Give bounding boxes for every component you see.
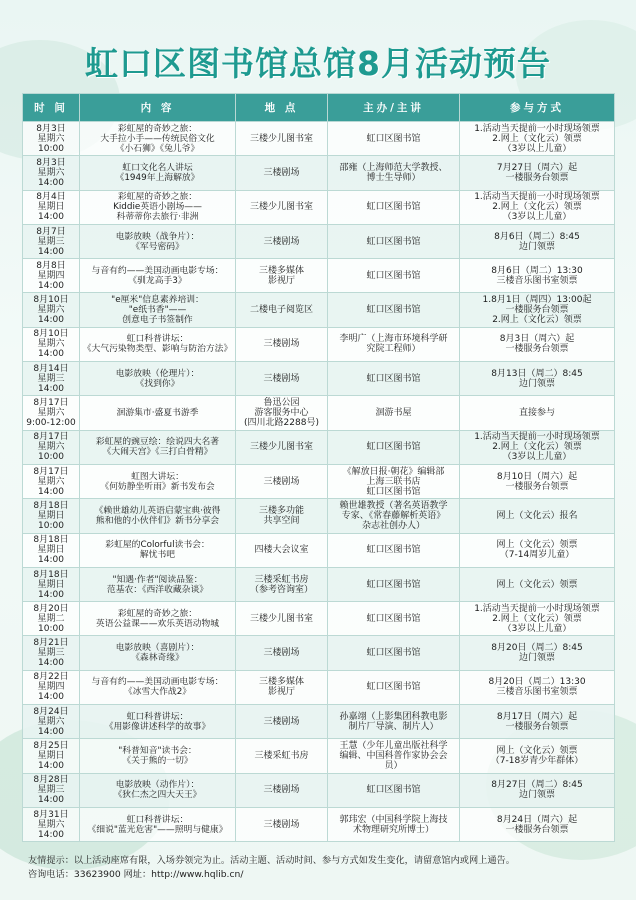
host-cell: 虹口区图书馆	[328, 122, 460, 156]
place-cell: 三楼剧场	[236, 464, 328, 498]
participation-cell: 8月6日（周二）13:30 三楼音乐图书室领票	[460, 259, 615, 293]
table-row	[23, 259, 615, 293]
content-cell: 虹口文化名人讲坛 《1949年上海解放》	[80, 156, 236, 190]
schedule-table	[22, 93, 615, 842]
host-cell: 虹口区图书馆	[328, 362, 460, 396]
time-cell: 8月18日 星期日 14:00	[23, 533, 80, 567]
participation-cell: 1.活动当天提前一小时现场领票 2.网上（文化云）领票 （3岁以上儿童）	[460, 602, 615, 636]
table-row	[23, 430, 615, 464]
content-cell: 彩虹屋的Colorful读书会： 解忧书吧	[80, 533, 236, 567]
host-cell: 邵雍（上海师范大学教授、 博士生导师）	[328, 156, 460, 190]
table-row	[23, 362, 615, 396]
header-content: 内 容	[80, 94, 236, 122]
participation-cell: 8月13日（周二）8:45 边门领票	[460, 362, 615, 396]
time-cell: 8月10日 星期六 14:00	[23, 293, 80, 327]
place-cell: 三楼剧场	[236, 327, 328, 361]
content-cell: 与音有约——美国动画电影专场： 《冰雪大作战2》	[80, 670, 236, 704]
table-row	[23, 705, 615, 739]
participation-cell: 网上（文化云）领票	[460, 567, 615, 601]
participation-cell: 网上（文化云）领票 （7-18岁青少年群体）	[460, 739, 615, 773]
participation-cell: 8月27日（周二）8:45 边门领票	[460, 773, 615, 807]
participation-cell: 8月10日（周六）起 一楼服务台领票	[460, 464, 615, 498]
place-cell: 三楼剧场	[236, 224, 328, 258]
host-cell: 李明广（上海市环境科学研 究院工程师）	[328, 327, 460, 361]
time-cell: 8月31日 星期六 14:00	[23, 807, 80, 841]
content-cell: 《赖世雄幼儿英语启蒙宝典·彼得 熊和他的小伙伴们》新书分享会	[80, 499, 236, 533]
time-cell: 8月22日 星期四 14:00	[23, 670, 80, 704]
time-cell: 8月17日 星期六 14:00	[23, 464, 80, 498]
content-cell: 虹口科普讲坛： 《细说"蓝光危害"——照明与健康》	[80, 807, 236, 841]
footer-notice: 友情提示：以上活动座席有限，入场券领完为止。活动主题、活动时间、参与方式如发生变化，请留意馆内或网上通告。	[28, 855, 515, 866]
time-cell: 8月21日 星期三 14:00	[23, 636, 80, 670]
place-cell: 三楼剧场	[236, 807, 328, 841]
time-cell: 8月17日 星期六 9:00-12:00	[23, 396, 80, 430]
participation-cell: 8月17日（周六）起 一楼服务台领票	[460, 705, 615, 739]
place-cell: 三楼剧场	[236, 705, 328, 739]
content-cell: 与音有约——美国动画电影专场： 《驯龙高手3》	[80, 259, 236, 293]
participation-cell: 1.活动当天提前一小时现场领票 2.网上（文化云）领票 （3岁以上儿童）	[460, 122, 615, 156]
time-cell: 8月3日 星期六 14:00	[23, 156, 80, 190]
header-participation: 参与方式	[460, 94, 615, 122]
content-cell: 电影放映（伦理片）： 《找到你》	[80, 362, 236, 396]
host-cell: 洄游书屋	[328, 396, 460, 430]
footer-note	[28, 854, 618, 882]
place-cell: 三楼多功能 共享空间	[236, 499, 328, 533]
table-row	[23, 636, 615, 670]
place-cell: 鲁迅公园 游客服务中心 (四川北路2288号)	[236, 396, 328, 430]
content-cell: 电影放映（动作片）： 《狄仁杰之四大天王》	[80, 773, 236, 807]
host-cell: 赖世雄教授（著名英语教学 专家、《常春藤解析英语》 杂志社创办人）	[328, 499, 460, 533]
host-cell: 虹口区图书馆	[328, 430, 460, 464]
table-row	[23, 499, 615, 533]
table-row	[23, 190, 615, 224]
table-row	[23, 567, 615, 601]
content-cell: 电影放映（喜剧片）： 《森林奇缘》	[80, 636, 236, 670]
time-cell: 8月10日 星期六 14:00	[23, 327, 80, 361]
participation-cell: 8月6日（周二）8:45 边门领票	[460, 224, 615, 258]
time-cell: 8月7日 星期三 14:00	[23, 224, 80, 258]
table-row	[23, 396, 615, 430]
place-cell: 三楼剧场	[236, 773, 328, 807]
table-row	[23, 156, 615, 190]
content-cell: "科普知音"读书会： 《关于熊的一切》	[80, 739, 236, 773]
time-cell: 8月18日 星期日 14:00	[23, 567, 80, 601]
place-cell: 三楼少儿图书室	[236, 430, 328, 464]
table-row	[23, 602, 615, 636]
participation-cell: 7月27日（周六）起 一楼服务台领票	[460, 156, 615, 190]
participation-cell: 网上（文化云）报名	[460, 499, 615, 533]
table-row	[23, 739, 615, 773]
place-cell: 三楼采虹书房	[236, 739, 328, 773]
table-row	[23, 670, 615, 704]
host-cell: 虹口区图书馆	[328, 190, 460, 224]
host-cell: 虹口区图书馆	[328, 259, 460, 293]
content-cell: 洄游集市·盛夏书游季	[80, 396, 236, 430]
content-cell: 虹口科普讲坛： 《大气污染物类型、影响与防治方法》	[80, 327, 236, 361]
host-cell: 孙嘉翊（上影集团科教电影 制片厂导演、制片人）	[328, 705, 460, 739]
time-cell: 8月3日 星期六 10:00	[23, 122, 80, 156]
host-cell: 虹口区图书馆	[328, 602, 460, 636]
content-cell: "知遇·作者"阅读品鉴： 范基农：《西洋收藏杂谈》	[80, 567, 236, 601]
table-header-row	[23, 94, 615, 122]
participation-cell: 8月3日（周六）起 一楼服务台领票	[460, 327, 615, 361]
table-row	[23, 122, 615, 156]
table-row	[23, 773, 615, 807]
place-cell: 三楼少儿图书室	[236, 602, 328, 636]
content-cell: 电影放映（战争片）： 《军号密码》	[80, 224, 236, 258]
time-cell: 8月28日 星期三 14:00	[23, 773, 80, 807]
participation-cell: 1.活动当天提前一小时现场领票 2.网上（文化云）领票 （3岁以上儿童）	[460, 190, 615, 224]
footer-contact: 咨询电话：33623900 网址：http://www.hqlib.cn/	[28, 869, 244, 880]
time-cell: 8月8日 星期四 14:00	[23, 259, 80, 293]
header-host: 主办/主讲	[328, 94, 460, 122]
time-cell: 8月14日 星期三 14:00	[23, 362, 80, 396]
header-time: 时 间	[23, 94, 80, 122]
place-cell: 二楼电子阅览区	[236, 293, 328, 327]
page-title: 虹口区图书馆总馆8月活动预告	[85, 44, 551, 83]
participation-cell: 8月20日（周二）8:45 边门领票	[460, 636, 615, 670]
place-cell: 三楼剧场	[236, 362, 328, 396]
participation-cell: 8月20日（周二）13:30 三楼音乐图书室领票	[460, 670, 615, 704]
time-cell: 8月20日 星期二 10:00	[23, 602, 80, 636]
host-cell: 虹口区图书馆	[328, 636, 460, 670]
table-row	[23, 224, 615, 258]
time-cell: 8月17日 星期六 10:00	[23, 430, 80, 464]
header-place: 地 点	[236, 94, 328, 122]
content-cell: 彩虹屋的奇妙之旅： 大手拉小手——传统民俗文化 《小石狮》《兔儿爷》	[80, 122, 236, 156]
place-cell: 三楼多媒体 影视厅	[236, 670, 328, 704]
host-cell: 虹口区图书馆	[328, 224, 460, 258]
host-cell: 王慧（少年儿童出版社科学 编辑、中国科普作家协会会 员）	[328, 739, 460, 773]
host-cell: 虹口区图书馆	[328, 533, 460, 567]
table-row	[23, 293, 615, 327]
host-cell: 虹口区图书馆	[328, 567, 460, 601]
content-cell: 虹口科普讲坛： 《用影像讲述科学的故事》	[80, 705, 236, 739]
host-cell: 《解放日报·朝花》编辑部 上海三联书店 虹口区图书馆	[328, 464, 460, 498]
content-cell: 彩虹屋的奇妙之旅： 英语公益课——欢乐英语动物城	[80, 602, 236, 636]
place-cell: 四楼大会议室	[236, 533, 328, 567]
host-cell: 郭玮宏（中国科学院上海技 术物理研究所博士）	[328, 807, 460, 841]
content-cell: 虹图大讲坛： 《何妨静坐听雨》新书发布会	[80, 464, 236, 498]
participation-cell: 1.8月1日（周四）13:00起 一楼服务台领票 2.网上（文化云）领票	[460, 293, 615, 327]
content-cell: 彩虹屋的豌豆绘：绘说四大名著 《大闹天宫》《三打白骨精》	[80, 430, 236, 464]
time-cell: 8月4日 星期日 14:00	[23, 190, 80, 224]
participation-cell: 8月24日（周六）起 一楼服务台领票	[460, 807, 615, 841]
place-cell: 三楼采虹书房 （参考咨询室）	[236, 567, 328, 601]
time-cell: 8月24日 星期六 14:00	[23, 705, 80, 739]
host-cell: 虹口区图书馆	[328, 670, 460, 704]
participation-cell: 网上（文化云）领票 （7-14周岁儿童）	[460, 533, 615, 567]
host-cell: 虹口区图书馆	[328, 773, 460, 807]
time-cell: 8月25日 星期日 14:00	[23, 739, 80, 773]
participation-cell: 直接参与	[460, 396, 615, 430]
table-row	[23, 464, 615, 498]
place-cell: 三楼剧场	[236, 636, 328, 670]
content-cell: "e厘米"信息素养培训： "e纸书香"—— 创意电子书签制作	[80, 293, 236, 327]
place-cell: 三楼多媒体 影视厅	[236, 259, 328, 293]
place-cell: 三楼剧场	[236, 156, 328, 190]
place-cell: 三楼少儿图书室	[236, 122, 328, 156]
table-row	[23, 533, 615, 567]
host-cell: 虹口区图书馆	[328, 293, 460, 327]
content-cell: 彩虹屋的奇妙之旅： Kiddie英语小剧场—— 科蒂蒂你去旅行·非洲	[80, 190, 236, 224]
table-row	[23, 327, 615, 361]
table-row	[23, 807, 615, 841]
time-cell: 8月18日 星期日 10:00	[23, 499, 80, 533]
place-cell: 三楼少儿图书室	[236, 190, 328, 224]
participation-cell: 1.活动当天提前一小时现场领票 2.网上（文化云）领票 （3岁以上儿童）	[460, 430, 615, 464]
